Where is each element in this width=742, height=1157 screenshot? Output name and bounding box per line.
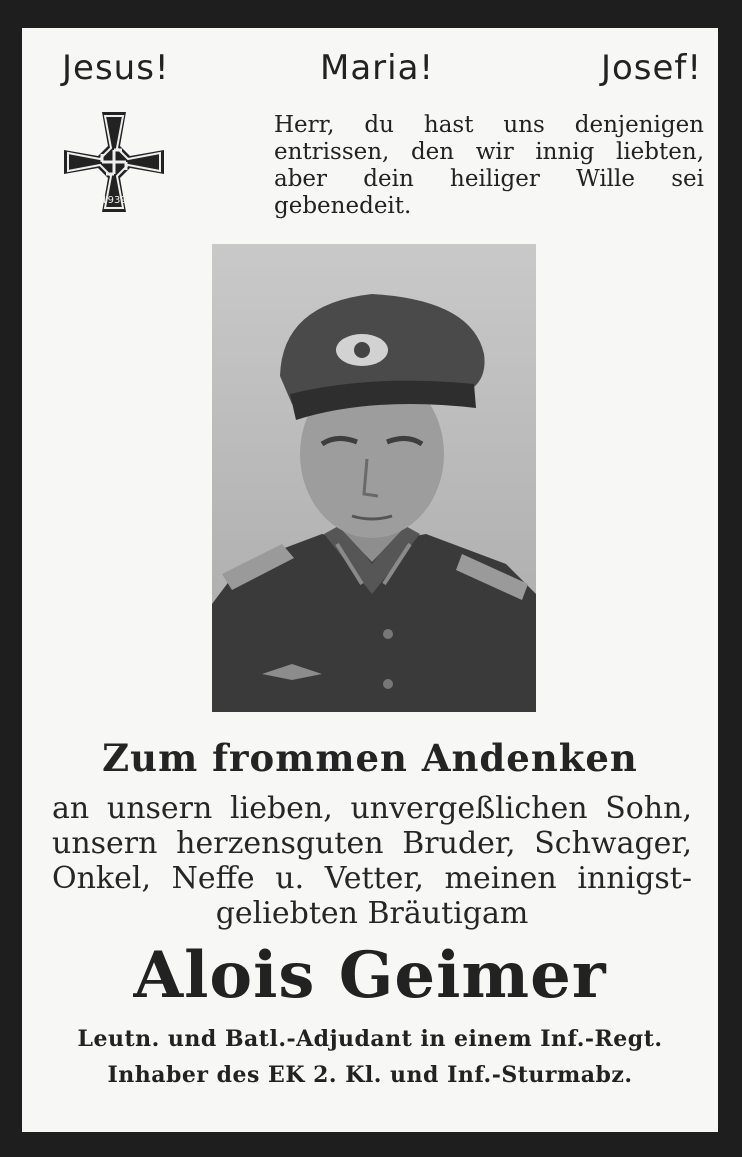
- rank-line: Leutn. und Batl.-Adjudant in einem Inf.-Regt.: [77, 1026, 663, 1052]
- prayer-line: gebenedeit.: [274, 193, 412, 219]
- memorial-line: an unsern lieben, unvergeßlichen Sohn,: [52, 791, 692, 826]
- header-jesus: Jesus!: [62, 48, 170, 88]
- memorial-card: [22, 28, 718, 1132]
- prayer-line: entrissen, den wir innig liebten,: [274, 139, 704, 165]
- prayer-text: [274, 112, 704, 220]
- emblem-year: 1939: [101, 195, 127, 206]
- decoration-line: Inhaber des EK 2. Kl. und Inf.-Sturmabz.: [107, 1062, 633, 1088]
- memorial-line: geliebten Bräutigam: [215, 896, 529, 931]
- iron-cross-icon: [62, 110, 166, 214]
- prayer-line: Herr, du hast uns denjenigen: [274, 112, 704, 138]
- memorial-title: Zum frommen Andenken: [102, 736, 638, 780]
- header-maria: Maria!: [320, 48, 435, 88]
- prayer-line: aber dein heiliger Wille sei: [274, 166, 704, 192]
- deceased-name: Alois Geimer: [133, 938, 607, 1013]
- memorial-text: [52, 791, 692, 931]
- portrait-photo: [212, 244, 536, 712]
- memorial-line: unsern herzensguten Bruder, Schwager,: [52, 826, 692, 861]
- memorial-line: Onkel, Neffe u. Vetter, meinen innigst-: [52, 861, 692, 896]
- header-josef: Josef!: [600, 48, 702, 88]
